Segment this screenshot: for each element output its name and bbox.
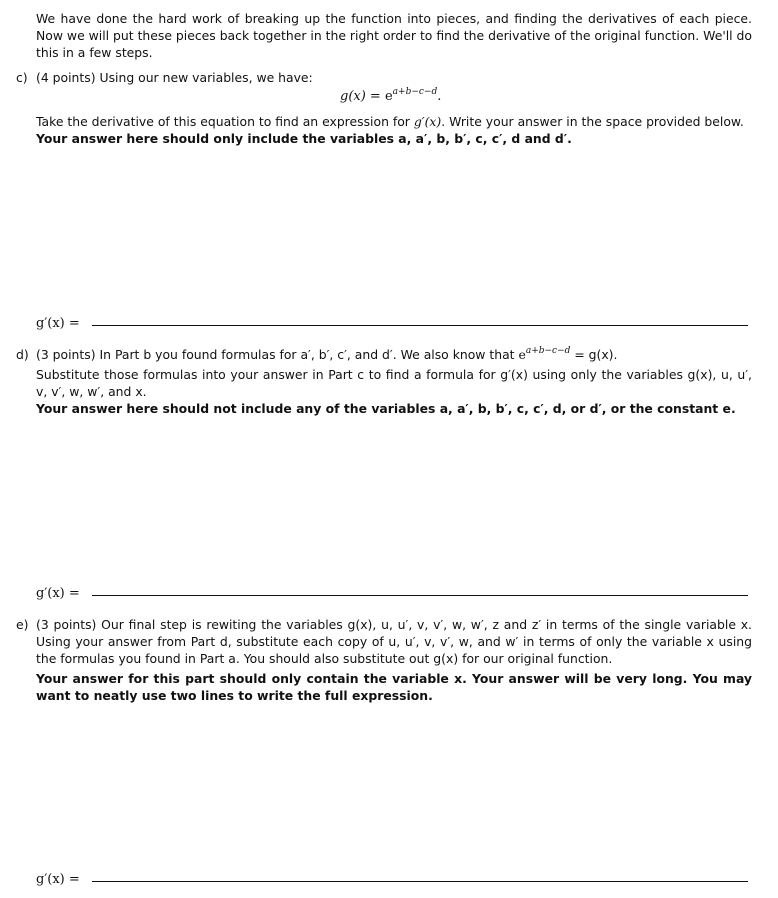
part-d-label: d) (16, 347, 29, 362)
part-c-points: (4 points) (36, 70, 96, 85)
part-c-answer-label: g′(x) = (36, 316, 80, 331)
part-d-text-a: In Part b you found formulas for a′, b′, c′, and d′. We also know that (99, 347, 519, 362)
equation-lhs: g(x) = (340, 89, 385, 104)
equation-base: e (384, 89, 393, 104)
part-d-answer-label: g′(x) = (36, 586, 80, 601)
part-d-line2: Substitute those formulas into your answer in Part c to find a formula for g′(x) using only the variables g(x), u, u′, v, v′, w, w′, and x. (36, 367, 752, 399)
part-c-instruction-text-end: . Write your answer in the space provided below. (441, 114, 744, 129)
equation-exponent: a+b−c−d (392, 87, 438, 97)
part-c-text: Using our new variables, we have: (99, 70, 313, 85)
part-d-prompt (36, 346, 752, 363)
part-e-label: e) (16, 617, 29, 632)
part-e-answer-label: g′(x) = (36, 872, 80, 887)
part-d-base: e (518, 347, 526, 362)
part-d-bold-note: Your answer here should not include any of the variables a, a′, b, b′, c, c′, d, or d′, or the constant e. (36, 401, 736, 416)
part-d-exponent: a+b−c−d (525, 346, 571, 356)
part-d-text-b: = g(x). (570, 347, 618, 362)
part-c-instruction-math: g′(x) (413, 114, 442, 129)
part-c-instruction-text: Take the derivative of this equation to find an expression for (36, 114, 414, 129)
part-c-bold-note: Your answer here should only include the variables a, a′, b, b′, c, c′, d and d′. (36, 131, 572, 146)
part-e-prompt (36, 616, 752, 667)
part-e-bold-note: Your answer for this part should only contain the variable x. Your answer will be very long. You may want to neatly use two lines to write the full expression. (36, 671, 752, 703)
part-e-points: (3 points) (36, 617, 97, 632)
part-c-label: c) (16, 70, 28, 85)
part-d-answer-line[interactable] (92, 595, 748, 596)
part-e-text: Our final step is rewiting the variables g(x), u, u′, v, v′, w, w′, z and z′ in terms of the single variable x. Using your answer from Part d, substitute each copy of u, u′, v, v′, w, and w′ in terms of only the variable x using the formulas you found in Part a. You should also substitute out g(x) for our original function. (36, 617, 752, 666)
part-c-equation (340, 88, 441, 105)
equation-end: . (437, 89, 442, 104)
part-e-answer-line[interactable] (92, 881, 748, 882)
part-c-instruction (36, 113, 752, 130)
part-c-answer-line[interactable] (92, 325, 748, 326)
intro-paragraph: We have done the hard work of breaking up the function into pieces, and finding the derivatives of each piece. Now we will put these pieces back together in the right order to find the derivative of the original function. We'll do this in a few steps. (36, 11, 752, 60)
part-d-points: (3 points) (36, 347, 96, 362)
part-c-prompt (36, 69, 752, 86)
